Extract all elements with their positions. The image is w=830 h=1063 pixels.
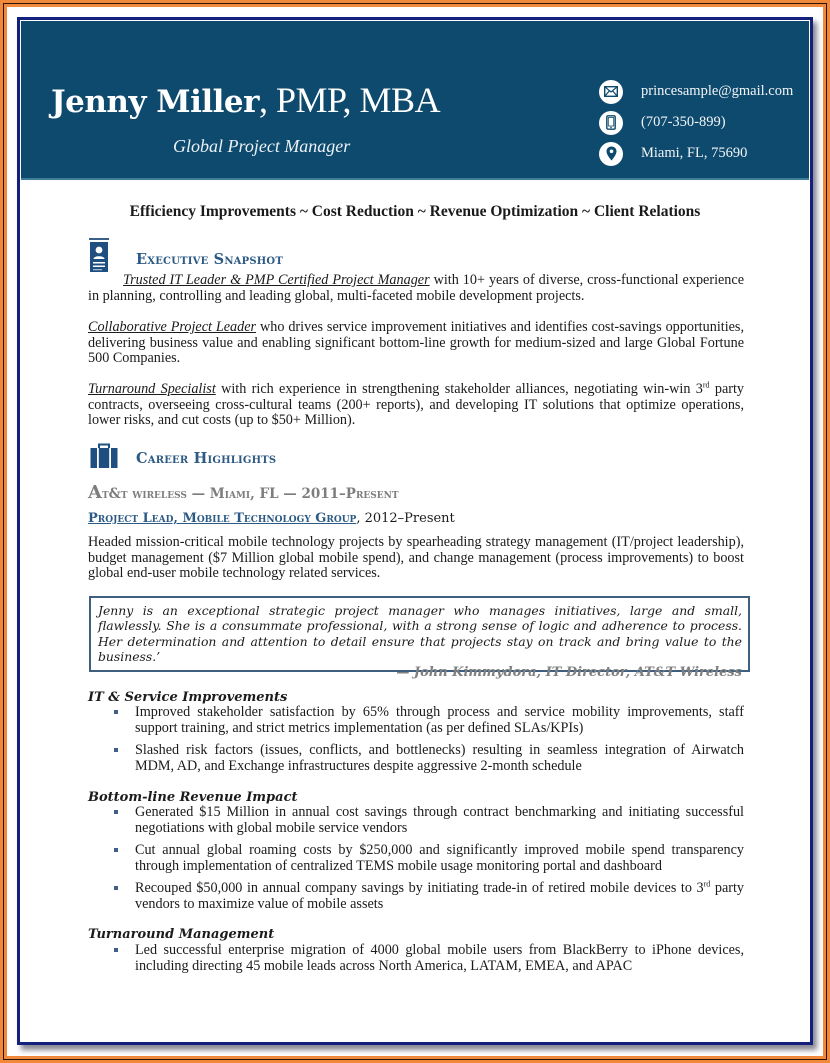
company-details: t&t wireless — Miami, FL — 2011–Present (101, 486, 399, 502)
email-text: princesample@gmail.com (641, 83, 794, 99)
map-pin-icon (599, 142, 623, 166)
bullet-text: Recouped $50,000 in annual company savings by initiating trade-in of retired mobile devices to 3 (135, 880, 704, 897)
role-dates: , 2012–Present (356, 511, 455, 526)
paragraph-text: who drives service improvement initiatives and identifies cost-savings opportunities, delivering business value and enabling significant bottom-line growth for medium-sized and large Global Fortune 500 Companies. (88, 319, 745, 367)
mobile-phone-icon (599, 111, 623, 135)
bullet-text: Slashed risk factors (issues, conflicts, and bottlenecks) resulting in seamless integration of Airwatch MDM, AD, and Exchange infrastructures despite aggressive 2-month schedule (135, 742, 744, 774)
lead-phrase: Trusted IT Leader & PMP Certified Project Manager (123, 272, 430, 288)
bullet-text: Generated $15 Million in annual cost savings through contract benchmarking and initiating successful negotiations with global mobile service vendors (135, 804, 744, 836)
company-line (88, 482, 399, 503)
subheading-it-service: IT & Service Improvements (88, 690, 288, 705)
contact-location (599, 138, 793, 169)
phone-text: (707-350-899) (641, 114, 726, 130)
snapshot-paragraph-1 (88, 273, 744, 304)
bullet-text: Improved stakeholder satisfaction by 65% through process and service mobility improvements, staff support training, and strict metrics implementation (as per defined SLAs/KPIs) (135, 704, 744, 736)
list-item (110, 881, 744, 912)
name-bold: Jenny Miller (51, 84, 259, 120)
paragraph-text: with rich experience in strengthening stakeholder alliances, negotiating win-win 3 (215, 381, 703, 397)
paragraph-text: with 10+ years of diverse, cross-functional experience in planning, controlling and leading global, multi-faceted mobile development projects. (88, 272, 744, 304)
square-bullet-icon (114, 710, 118, 714)
bullet-text: party vendors to maximize value of mobile assets (135, 880, 744, 912)
snapshot-paragraph-2 (88, 320, 744, 367)
name-credentials: , PMP, MBA (258, 80, 441, 120)
section-title: Executive Snapshot (136, 250, 283, 268)
square-bullet-icon (114, 748, 118, 752)
envelope-icon (599, 80, 623, 104)
location-text: Miami, FL, 75690 (641, 145, 748, 161)
square-bullet-icon (114, 848, 118, 852)
list-item (110, 943, 744, 974)
list-item (110, 743, 744, 774)
role-summary: Headed mission-critical mobile technology projects by spearheading strategy management (IT/project leadership), budget management ($7 Million global mobile spend), and change management (process improvements) to boost global end-user mobile technology related services. (88, 534, 744, 582)
resume-page (17, 17, 813, 1045)
bullet-list-it-service (110, 705, 744, 781)
testimonial-attribution: — John Kimmydora, IT Director, AT&T Wireless (396, 664, 742, 680)
bullet-text: Cut annual global roaming costs by $250,000 and significantly improved mobile spend transparency through implementation of centralized TEMS mobile usage monitoring portal and dashboard (135, 842, 744, 874)
list-item (110, 705, 744, 736)
paragraph-text: party contracts, overseeing cross-cultural teams (200+ reports), and developing IT solutions that optimize operations, lower risks, and cut costs (up to $50+ Million). (88, 381, 744, 429)
testimonial-text: Jenny is an exceptional strategic project manager who manages initiatives, large and small, flawlessly. She is a consummate professional, with a strong sense of logic and adherence to process. Her determination and attention to detail ensure that projects stay on track and bring value to the business.’ (98, 603, 742, 665)
testimonial-box (89, 596, 750, 680)
bullet-list-bottom-line (110, 805, 744, 920)
square-bullet-icon (114, 810, 118, 814)
resume-header (21, 21, 809, 180)
tagline: Efficiency Improvements ~ Cost Reduction ~ Revenue Optimization ~ Client Relations (129, 203, 701, 220)
square-bullet-icon (114, 948, 118, 952)
company-initial: A (88, 482, 102, 503)
job-title: Global Project Manager (173, 136, 351, 156)
role-title: Project Lead, Mobile Technology Group (88, 511, 357, 526)
candidate-name (51, 79, 440, 121)
superscript: rd (703, 879, 711, 889)
bullet-text: Led successful enterprise migration of 4000 global mobile users from BlackBerry to iPhone devices, including directing 45 mobile leads across North America, LATAM, EMEA, and APAC (135, 942, 744, 974)
lead-phrase: Collaborative Project Leader (88, 319, 257, 335)
section-title: Career Highlights (136, 449, 277, 467)
contact-email[interactable] (599, 76, 793, 107)
career-highlights-heading (90, 443, 276, 473)
subheading-turnaround: Turnaround Management (88, 927, 275, 942)
briefcase-icon (90, 443, 118, 473)
list-item (110, 805, 744, 836)
role-line (88, 511, 455, 526)
list-item (110, 843, 744, 874)
lead-phrase: Turnaround Specialist (88, 381, 216, 397)
contact-block (599, 76, 793, 169)
superscript: rd (702, 380, 710, 390)
square-bullet-icon (114, 886, 118, 890)
bullet-list-turnaround (110, 943, 744, 981)
contact-phone[interactable] (599, 107, 793, 138)
subheading-bottom-line: Bottom-line Revenue Impact (88, 790, 298, 805)
snapshot-paragraph-3 (88, 382, 744, 429)
